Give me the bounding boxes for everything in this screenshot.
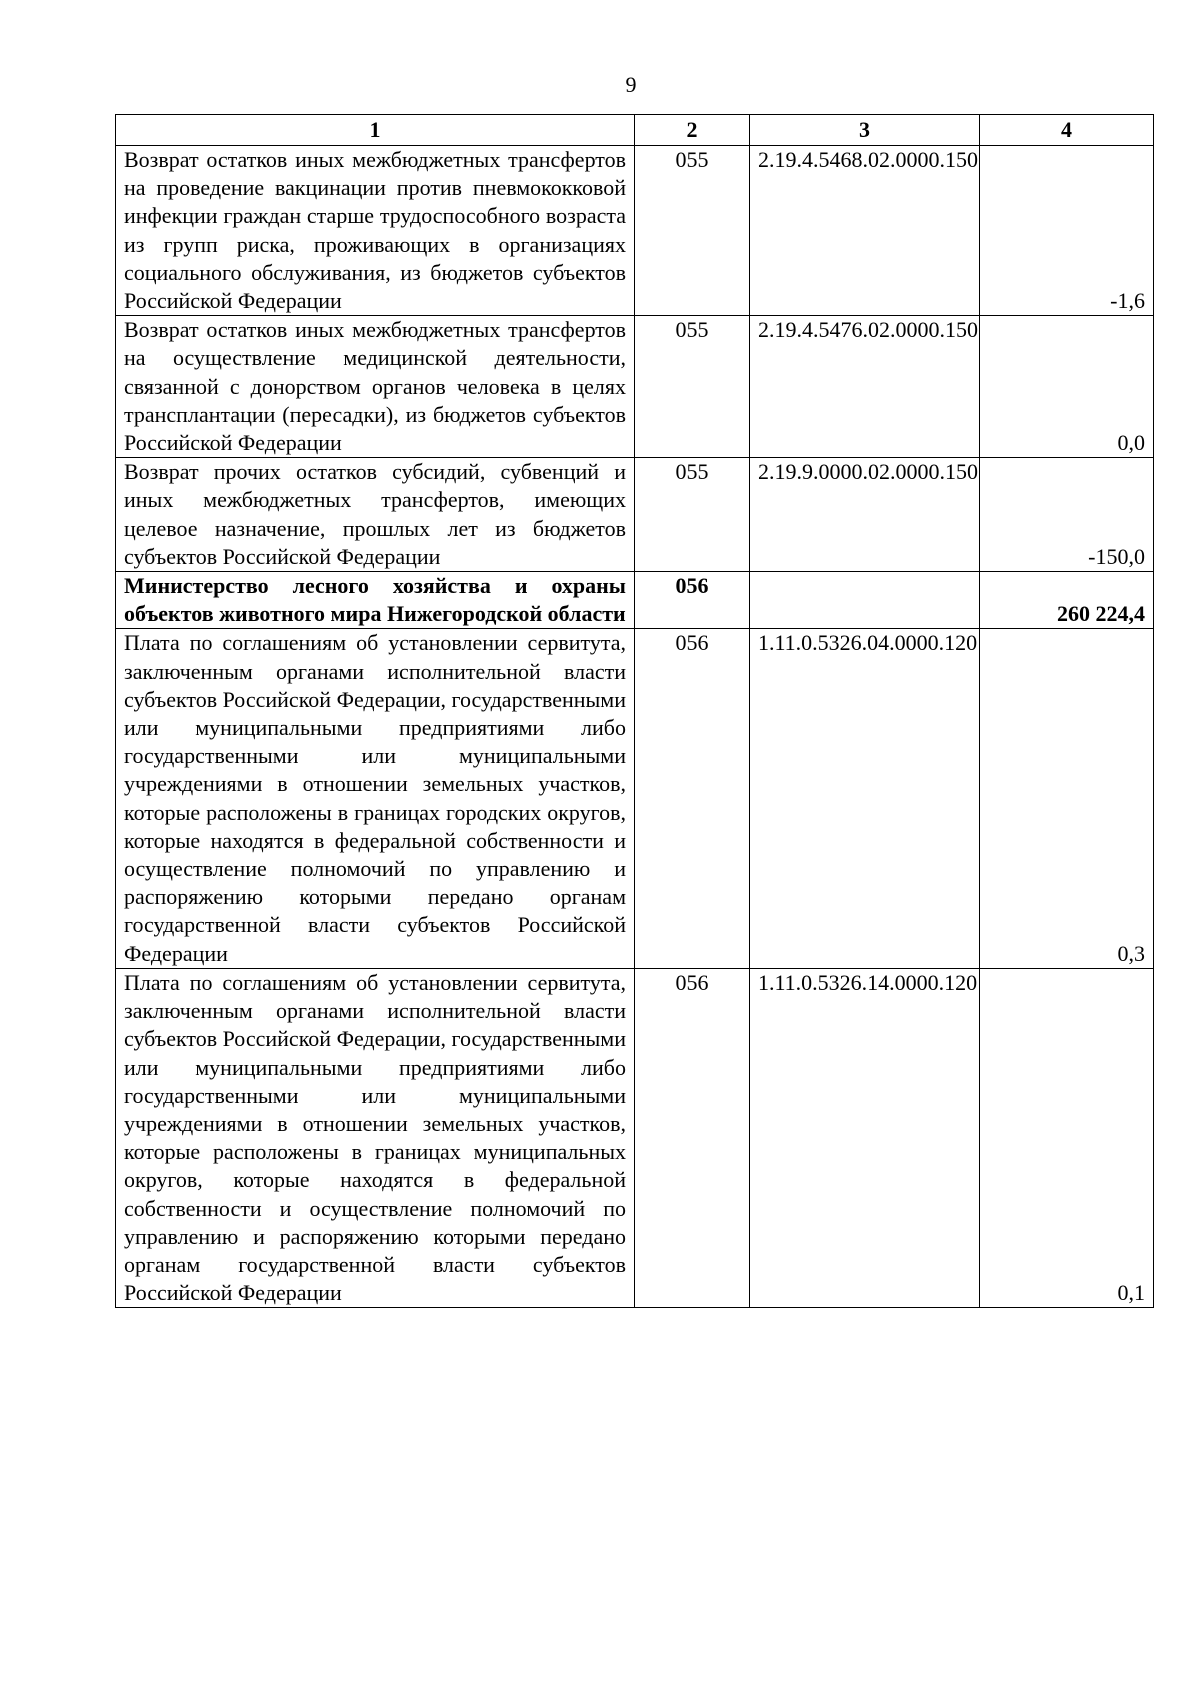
row-budget-code <box>750 572 980 629</box>
row-budget-code: 2.19.4.5468.02.0000.150 <box>750 146 980 316</box>
column-header-code: 3 <box>750 115 980 146</box>
table-row <box>116 458 1154 572</box>
row-sum: -1,6 <box>980 146 1154 316</box>
table-row <box>116 629 1154 968</box>
row-budget-code: 1.11.0.5326.04.0000.120 <box>750 629 980 968</box>
row-admin-code: 055 <box>635 316 750 458</box>
table-row-ministry <box>116 572 1154 629</box>
row-name: Возврат остатков иных межбюджетных трансфертов на проведение вакцинации против пневмококковой инфекции граждан старше трудоспособного возраста из групп риска, проживающих в организациях социального обслуживания, из бюджетов субъектов Российской Федерации <box>116 146 635 316</box>
row-budget-code: 2.19.4.5476.02.0000.150 <box>750 316 980 458</box>
table-row <box>116 968 1154 1307</box>
column-header-sum: 4 <box>980 115 1154 146</box>
row-admin-code: 056 <box>635 572 750 629</box>
row-budget-code: 2.19.9.0000.02.0000.150 <box>750 458 980 572</box>
row-sum: 0,0 <box>980 316 1154 458</box>
revenue-table <box>115 114 1154 1308</box>
row-sum: 260 224,4 <box>980 572 1154 629</box>
row-admin-code: 056 <box>635 968 750 1307</box>
table-row <box>116 146 1154 316</box>
row-name: Возврат прочих остатков субсидий, субвенций и иных межбюджетных трансфертов, имеющих целевое назначение, прошлых лет из бюджетов субъектов Российской Федерации <box>116 458 635 572</box>
row-sum: -150,0 <box>980 458 1154 572</box>
row-sum: 0,3 <box>980 629 1154 968</box>
row-admin-code: 056 <box>635 629 750 968</box>
row-admin-code: 055 <box>635 458 750 572</box>
table-row <box>116 316 1154 458</box>
row-name: Министерство лесного хозяйства и охраны объектов животного мира Нижегородской области <box>116 572 635 629</box>
column-header-name: 1 <box>116 115 635 146</box>
column-header-admin: 2 <box>635 115 750 146</box>
row-name: Возврат остатков иных межбюджетных трансфертов на осуществление медицинской деятельности, связанной с донорством органов человека в целях трансплантации (пересадки), из бюджетов субъектов Российской Федерации <box>116 316 635 458</box>
row-name: Плата по соглашениям об установлении сервитута, заключенным органами исполнительной власти субъектов Российской Федерации, государственными или муниципальными предприятиями либо государственными или муниципальными учреждениями в отношении земельных участков, которые расположены в границах городских округов, которые находятся в федеральной собственности и осуществление полномочий по управлению и распоряжению которыми передано органам государственной власти субъектов Российской Федерации <box>116 629 635 968</box>
row-admin-code: 055 <box>635 146 750 316</box>
row-name: Плата по соглашениям об установлении сервитута, заключенным органами исполнительной власти субъектов Российской Федерации, государственными или муниципальными предприятиями либо государственными или муниципальными учреждениями в отношении земельных участков, которые расположены в границах муниципальных округов, которые находятся в федеральной собственности и осуществление полномочий по управлению и распоряжению которыми передано органам государственной власти субъектов Российской Федерации <box>116 968 635 1307</box>
row-budget-code: 1.11.0.5326.14.0000.120 <box>750 968 980 1307</box>
row-sum: 0,1 <box>980 968 1154 1307</box>
page-number: 9 <box>625 72 637 97</box>
table-header-row <box>116 115 1154 146</box>
